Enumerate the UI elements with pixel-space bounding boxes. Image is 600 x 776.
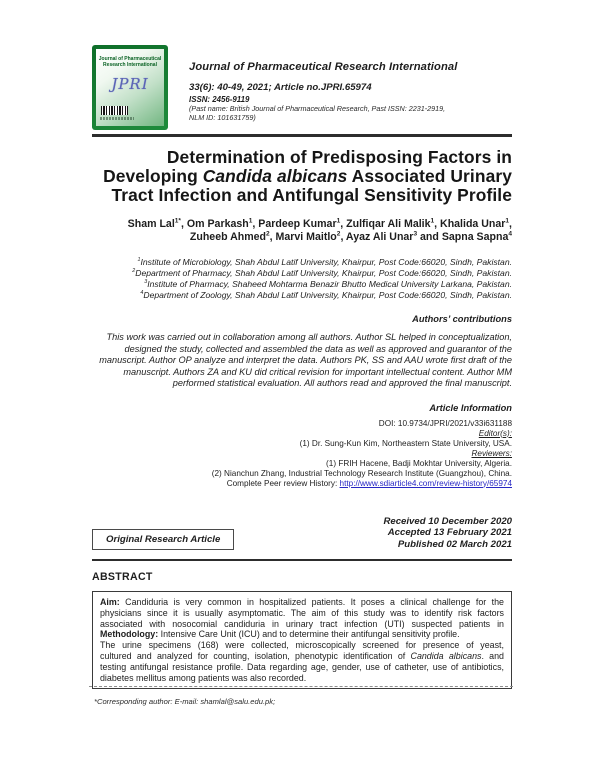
- abstract-heading: ABSTRACT: [92, 571, 153, 583]
- text-segment: (1) Dr. Sung-Kun Kim, Northeastern State University, USA.: [299, 438, 512, 448]
- text-segment: 1: [430, 217, 435, 225]
- text-segment: ,: [509, 218, 512, 230]
- text-segment: (2) Nianchun Zhang, Industrial Technology Research Institute (Guangzhou), China.: [211, 468, 512, 478]
- authors-list: [92, 218, 512, 244]
- text-segment: Sham Lal: [127, 218, 175, 230]
- logo-journal-name-line2: Research International: [103, 62, 157, 68]
- text-segment: Methodology:: [100, 629, 159, 640]
- issn-line: ISSN: 2456-9119: [189, 95, 250, 104]
- abstract-divider: [92, 559, 512, 561]
- past-name-line2: NLM ID: 101631759): [189, 112, 256, 122]
- text-segment: performed statistical evaluation. All authors read and approved the final manuscript.: [172, 378, 512, 388]
- text-segment: 3: [413, 230, 418, 238]
- text-line: [92, 231, 512, 244]
- text-segment: , Pardeep Kumar: [252, 218, 337, 230]
- text-line: [92, 218, 512, 231]
- text-line: [92, 449, 512, 459]
- text-segment: Associated Urinary: [347, 166, 512, 186]
- text-segment: Department of Zoology, Shah Abdul Latif University, Khairpur, Post Code:66020, Sindh, Pakistan.: [143, 290, 512, 300]
- issue-line: 33(6): 40-49, 2021; Article no.JPRI.65974: [189, 82, 372, 93]
- text-segment: Candida albicans: [410, 650, 482, 661]
- text-segment: Zuheeb Ahmed: [189, 231, 267, 243]
- text-line: [100, 608, 504, 619]
- article-information-heading: Article Information: [429, 402, 512, 413]
- text-segment: 1: [248, 217, 253, 225]
- page-footer: [89, 686, 513, 706]
- text-line: [100, 597, 504, 608]
- journal-masthead: [189, 45, 457, 130]
- text-segment: , Om Parkash: [181, 218, 249, 230]
- footer-divider: [89, 686, 513, 687]
- peer-review-history-link[interactable]: http://www.sdiarticle4.com/review-history/65974: [339, 478, 512, 488]
- text-segment: Candida albicans: [202, 166, 348, 186]
- journal-title: Journal of Pharmaceutical Research International: [189, 61, 458, 73]
- text-line: [92, 279, 512, 290]
- text-segment: Determination of Predisposing Factors in: [166, 147, 512, 167]
- authors-contributions-text: [92, 332, 512, 390]
- text-segment: (1) FRIH Hacene, Badji Mokhtar University, Algeria.: [326, 458, 512, 468]
- text-line: [92, 439, 512, 449]
- journal-header: [92, 0, 512, 130]
- text-line: [92, 429, 512, 439]
- text-line: [383, 527, 512, 539]
- text-segment: 4: [140, 290, 144, 297]
- text-segment: Department of Pharmacy, Shah Abdul Latif University, Khairpur, Post Code:66020, Sindh, Pakistan.: [135, 268, 512, 278]
- text-segment: Developing: [103, 166, 203, 186]
- text-line: [92, 355, 512, 367]
- text-segment: Tract Infection and Antifungal Sensitivity Profile: [111, 185, 512, 205]
- corresponding-author-note: *Corresponding author: E-mail: shamlal@salu.edu.pk;: [94, 697, 276, 706]
- text-segment: physicians since it is usually asymptomatic. The aim of this study was to identify risk factors: [100, 607, 504, 618]
- text-line: [92, 459, 512, 469]
- text-line: [100, 619, 504, 630]
- text-segment: Institute of Pharmacy, Shaheed Mohtarma Benazir Bhutto Medical University Larkana, Pakistan.: [147, 279, 512, 289]
- text-segment: 2: [266, 230, 270, 238]
- authors-contributions-heading: Authors’ contributions: [412, 314, 512, 324]
- text-segment: 3: [144, 279, 148, 286]
- journal-logo: [92, 45, 168, 130]
- text-line: [92, 167, 512, 186]
- text-line: [92, 419, 512, 429]
- text-line: [100, 651, 504, 662]
- text-line: [92, 290, 512, 301]
- text-segment: Accepted 13 February 2021: [387, 527, 512, 538]
- text-line: [92, 148, 512, 167]
- logo-journal-name: [99, 56, 162, 68]
- text-segment: 1: [336, 217, 341, 225]
- article-meta-row: [92, 516, 512, 551]
- text-segment: Institute of Microbiology, Shah Abdul Latif University, Khairpur, Post Code:66020, Sindh, Pakistan.: [140, 257, 512, 267]
- text-segment: Intensive Care Unit (ICU) and to determine their antifungal sensitivity profile.: [158, 629, 460, 640]
- text-segment: 1: [505, 217, 510, 225]
- text-line: [92, 332, 512, 344]
- text-line: [383, 539, 512, 551]
- journal-logo-cover: [96, 49, 164, 126]
- text-segment: . and: [481, 650, 504, 661]
- text-segment: Received 10 December 2020: [383, 515, 512, 527]
- text-segment: manuscript. Authors ZA and KU did critical revision for important intellectual content. Author MM: [123, 366, 512, 377]
- text-segment: designed the study, collected and assembled the data as well as approved and guarantor of the: [124, 343, 512, 354]
- logo-acronym: JPRI: [111, 75, 149, 93]
- text-segment: , Ayaz Ali Unar: [340, 231, 414, 243]
- text-segment: This work was carried out in collaboration among all authors. Author SL helped in conceptualization,: [106, 332, 512, 342]
- text-line: [92, 186, 512, 205]
- text-segment: diabetes mellitus among patients was also recorded.: [100, 672, 307, 683]
- barcode-icon: [101, 106, 128, 115]
- text-segment: and Sapna Sapna: [417, 231, 509, 243]
- text-segment: , Marvi Maitlo: [269, 231, 337, 243]
- text-line: [100, 640, 504, 651]
- text-segment: Editor(s):: [478, 428, 512, 438]
- article-information-text: [92, 419, 512, 489]
- text-line: [100, 673, 504, 684]
- barcode-caption: [100, 117, 134, 120]
- article-type-badge: Original Research Article: [92, 529, 234, 550]
- text-line: [383, 516, 512, 528]
- past-name-line1: (Past name: British Journal of Pharmaceutical Research, Past ISSN: 2231-2919,: [189, 104, 446, 113]
- text-line: [92, 257, 512, 268]
- text-line: [100, 629, 504, 640]
- text-line: [92, 268, 512, 279]
- text-segment: associated with nosocomial candiduria in urinary tract infection (UTI) suspected patients in: [100, 618, 504, 629]
- article-dates: [383, 516, 512, 551]
- text-segment: 4: [508, 230, 512, 238]
- affiliations: [92, 257, 512, 301]
- logo-journal-name-line1: Journal of Pharmaceutical: [98, 56, 162, 62]
- text-segment: DOI: 10.9734/JPRI/2021/v33i631188: [378, 418, 512, 428]
- text-line: [92, 378, 512, 390]
- text-segment: cultured and analyzed for counting, isolation, phenotypic identification of: [100, 650, 411, 661]
- header-divider: [92, 134, 512, 137]
- text-segment: Aim:: [100, 597, 120, 607]
- text-segment: testing antifungal resistance profile. Data regarding age, gender, use of catheter, use of antibiotics,: [100, 661, 504, 672]
- text-segment: 1: [137, 257, 141, 264]
- text-line: [92, 344, 512, 356]
- text-segment: The urine specimens (168) were collected, microscopically screened for presence of yeast,: [100, 640, 504, 651]
- text-segment: , Khalida Unar: [434, 218, 506, 230]
- text-segment: 2: [336, 230, 341, 238]
- text-line: [92, 367, 512, 379]
- text-line: [100, 662, 504, 673]
- past-name-note: [189, 105, 457, 122]
- text-segment: Candiduria is very common in hospitalized patients. It poses a clinical challenge for the: [119, 597, 504, 607]
- text-segment: 2: [132, 268, 136, 275]
- text-line: [92, 479, 512, 489]
- text-segment: Reviewers:: [471, 448, 512, 458]
- text-segment: manuscript. Author OP analyze and interpret the data. Authors PK, SS and AAU wrote first draft of the: [99, 355, 512, 365]
- text-line: [92, 469, 512, 479]
- text-segment: Published 02 March 2021: [397, 538, 512, 550]
- text-segment: , Zulfiqar Ali Malik: [340, 218, 431, 230]
- abstract-box: [92, 591, 512, 689]
- text-segment: 1*: [174, 217, 181, 225]
- text-segment: Complete Peer review History:: [226, 478, 340, 488]
- article-title: [92, 148, 512, 205]
